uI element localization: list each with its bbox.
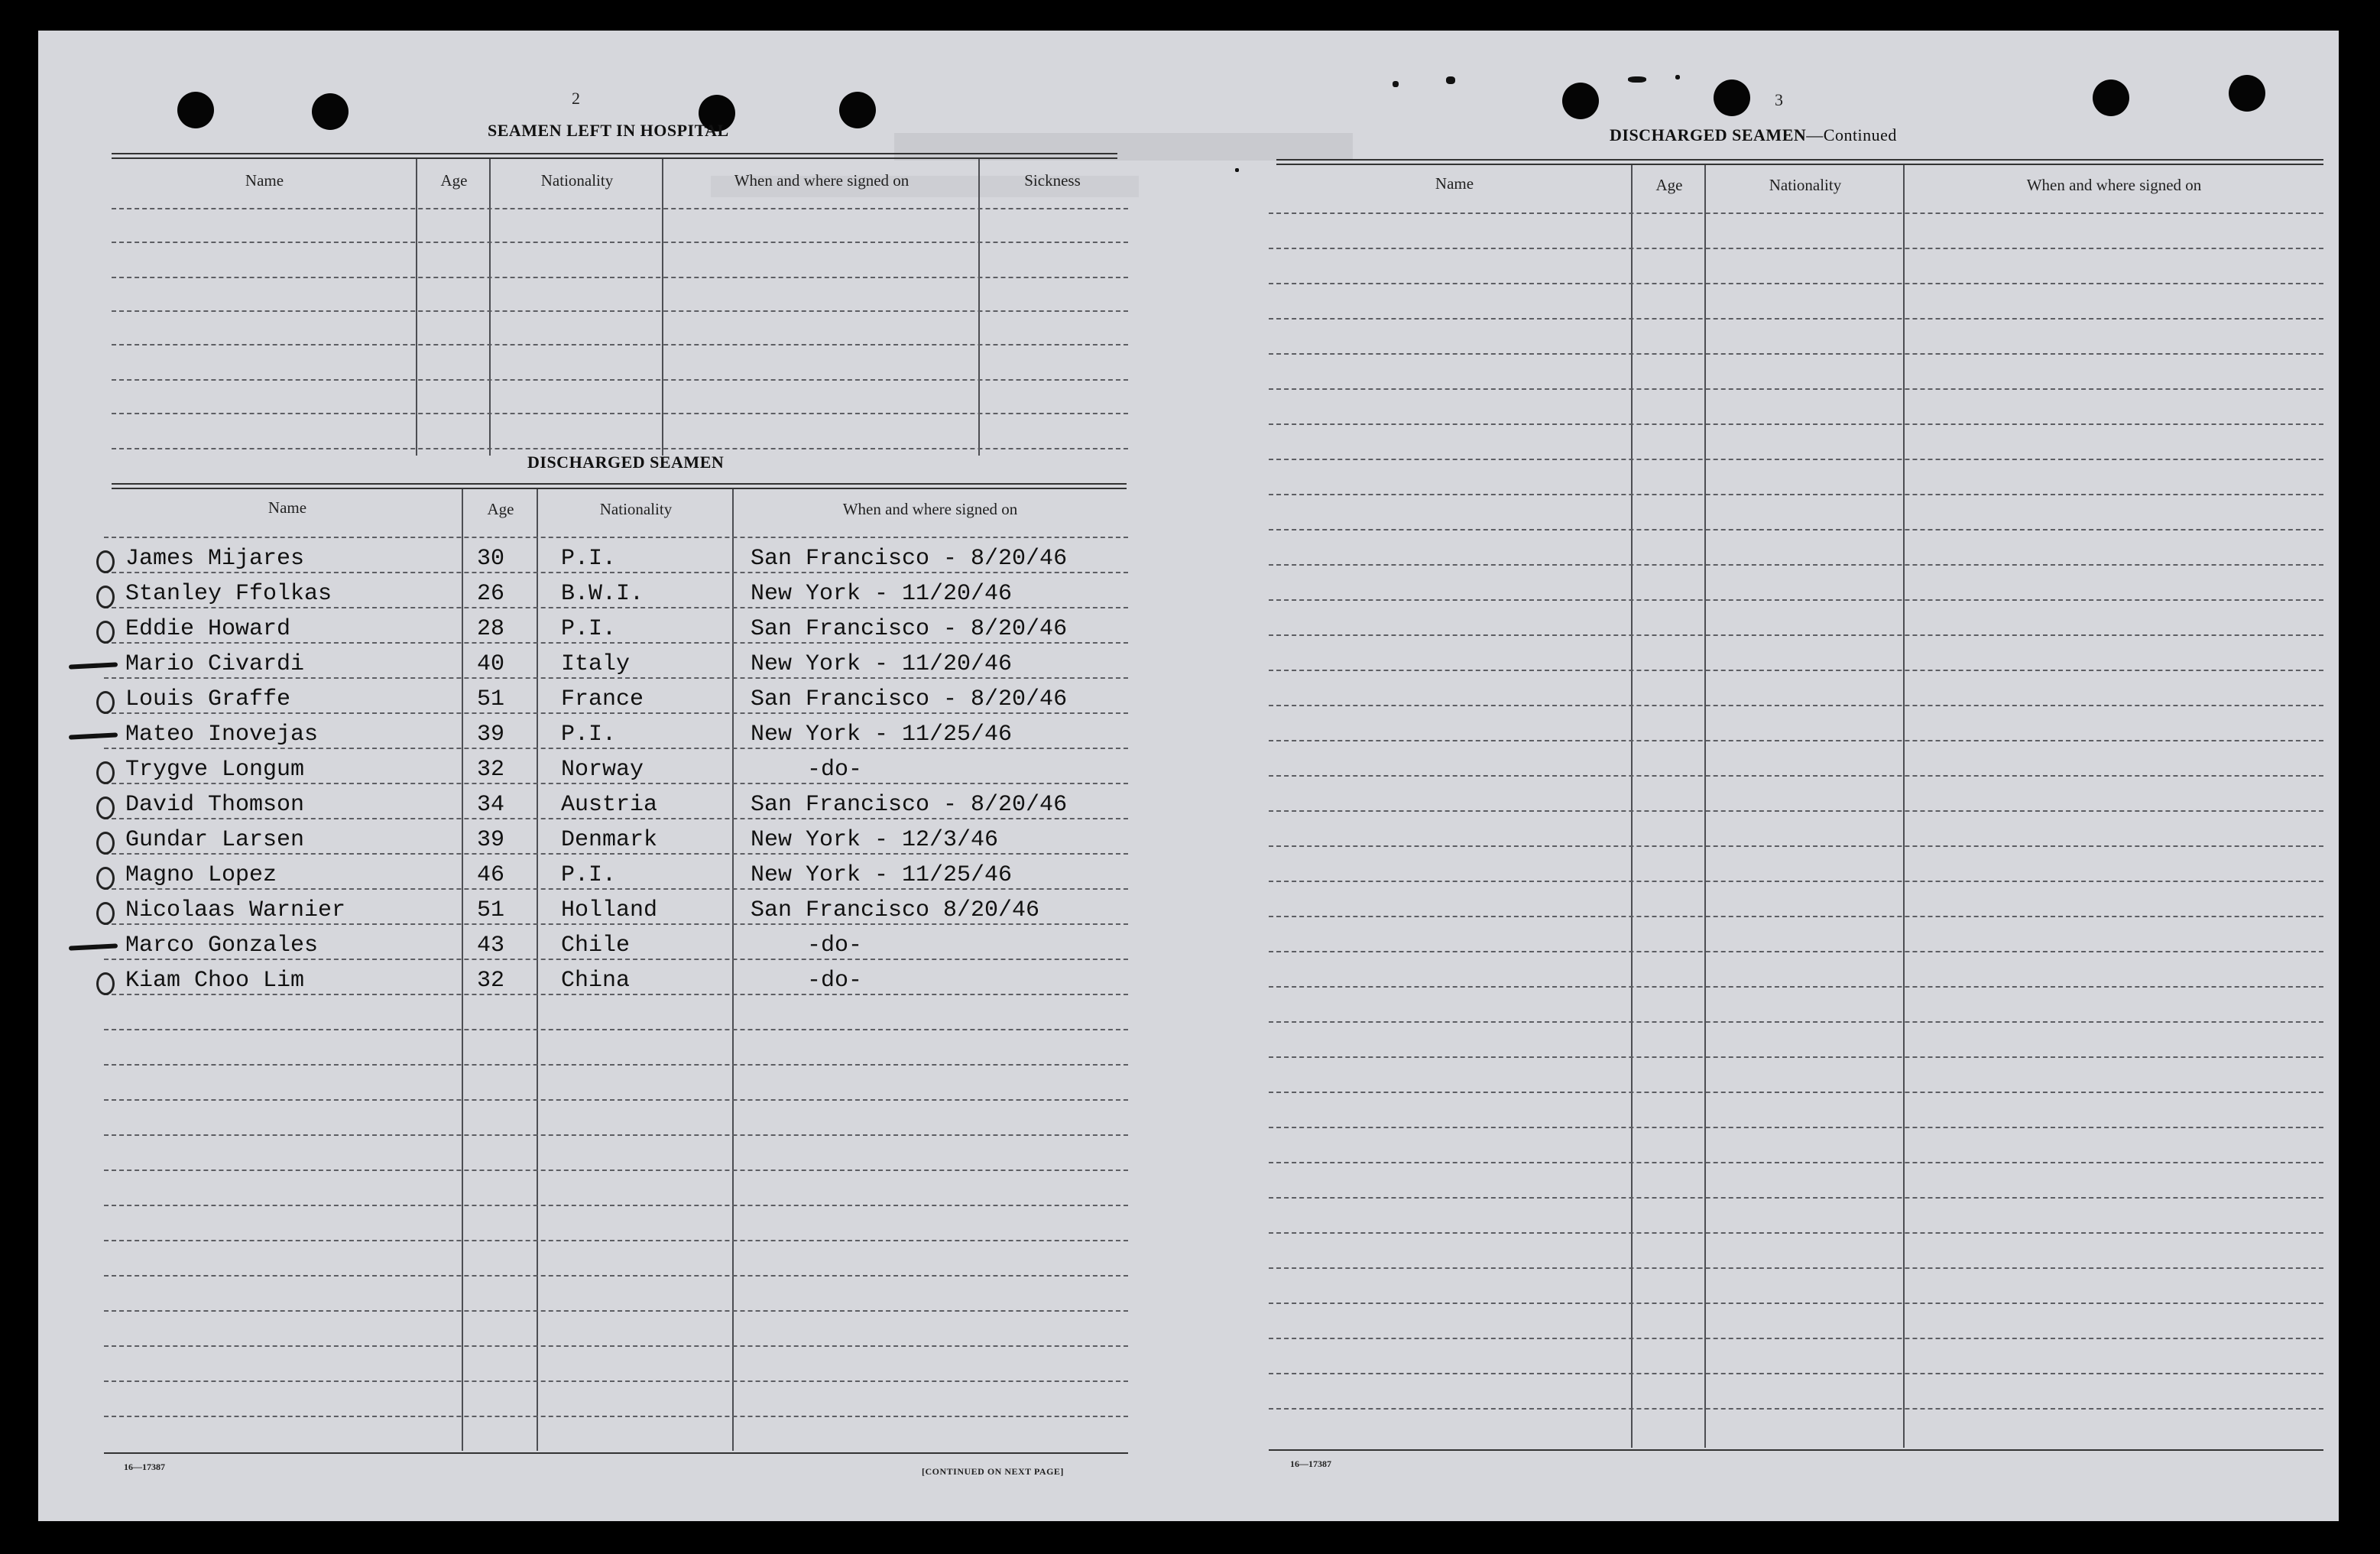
check-circle-mark xyxy=(96,691,115,714)
hospital-row-line xyxy=(112,344,1128,346)
ink-speck xyxy=(1393,81,1399,87)
discharged-top-rule xyxy=(112,483,1127,485)
seaman-signed-on: San Francisco - 8/20/46 xyxy=(751,792,1068,818)
seaman-name: David Thomson xyxy=(125,792,305,818)
discharged-row-line xyxy=(104,1275,1128,1277)
seaman-signed-on: -do- xyxy=(807,968,863,994)
right-row-line xyxy=(1269,1408,2323,1410)
discharged-row-line xyxy=(104,1240,1128,1241)
right-row-line xyxy=(1269,740,2323,741)
punch-hole-4 xyxy=(839,92,876,128)
seaman-age: 26 xyxy=(477,581,505,607)
right-row-line xyxy=(1269,1197,2323,1199)
check-circle-mark xyxy=(96,796,115,819)
right-row-line xyxy=(1269,388,2323,390)
right-bottom-rule xyxy=(1269,1449,2323,1451)
discharged-row-line xyxy=(104,1064,1128,1066)
right-row-line xyxy=(1269,881,2323,882)
ink-speck xyxy=(1235,168,1239,172)
seaman-nationality: Denmark xyxy=(561,827,658,853)
seaman-name: Trygve Longum xyxy=(125,757,305,783)
seaman-age: 32 xyxy=(477,968,505,994)
seaman-name: Mateo Inovejas xyxy=(125,722,319,748)
right-col-age: Age xyxy=(1655,176,1683,194)
seaman-age: 34 xyxy=(477,792,505,818)
right-row-line xyxy=(1269,564,2323,566)
seaman-name: Louis Graffe xyxy=(125,686,291,712)
check-circle-mark xyxy=(96,621,115,644)
right-row-line xyxy=(1269,1267,2323,1269)
discharged-row-line xyxy=(104,1345,1128,1347)
seaman-nationality: P.I. xyxy=(561,722,617,748)
discharged-row-line xyxy=(104,537,1128,538)
hospital-top-rule xyxy=(112,153,1117,154)
ink-speck xyxy=(1675,75,1680,79)
right-row-line xyxy=(1269,1303,2323,1304)
seaman-signed-on: -do- xyxy=(807,757,863,783)
seaman-age: 28 xyxy=(477,616,505,642)
hospital-top-rule-2 xyxy=(112,157,1117,159)
discharged-table-title: DISCHARGED SEAMEN xyxy=(527,453,725,472)
check-circle-mark xyxy=(96,867,115,890)
right-row-line xyxy=(1269,248,2323,249)
right-row-line xyxy=(1269,423,2323,425)
page-number-left: 2 xyxy=(572,89,580,108)
discharged-row-line xyxy=(104,818,1128,819)
discharged-row-line xyxy=(104,959,1128,960)
seaman-signed-on: -do- xyxy=(807,933,863,959)
seaman-signed-on: San Francisco - 8/20/46 xyxy=(751,616,1068,642)
seaman-age: 39 xyxy=(477,722,505,748)
right-row-line xyxy=(1269,1092,2323,1093)
discharged-row-line xyxy=(104,572,1128,573)
discharged-row-line xyxy=(104,1205,1128,1206)
right-row-line xyxy=(1269,916,2323,917)
hospital-row-line xyxy=(112,379,1128,381)
hospital-vline xyxy=(416,159,417,456)
right-row-line xyxy=(1269,1232,2323,1234)
seaman-name: Mario Civardi xyxy=(125,651,305,677)
seaman-age: 30 xyxy=(477,546,505,572)
discharged-row-line xyxy=(104,1170,1128,1171)
form-number-right: 16—17387 xyxy=(1290,1458,1331,1469)
right-row-line xyxy=(1269,1056,2323,1058)
seaman-age: 51 xyxy=(477,897,505,923)
strike-mark xyxy=(69,943,118,950)
seaman-name: James Mijares xyxy=(125,546,305,572)
seaman-name: Marco Gonzales xyxy=(125,933,319,959)
right-row-line xyxy=(1269,1162,2323,1163)
seaman-nationality: P.I. xyxy=(561,862,617,888)
seaman-nationality: Norway xyxy=(561,757,644,783)
seaman-signed-on: New York - 12/3/46 xyxy=(751,827,999,853)
right-row-line xyxy=(1269,705,2323,706)
seaman-age: 43 xyxy=(477,933,505,959)
discharged-row-line xyxy=(104,1099,1128,1101)
discharged-row-line xyxy=(104,607,1128,608)
check-circle-mark xyxy=(96,550,115,573)
seaman-name: Gundar Larsen xyxy=(125,827,305,853)
right-row-line xyxy=(1269,775,2323,777)
right-row-line xyxy=(1269,986,2323,988)
right-row-line xyxy=(1269,529,2323,530)
punch-hole-2 xyxy=(312,93,349,130)
seaman-nationality: Italy xyxy=(561,651,631,677)
seaman-nationality: China xyxy=(561,968,631,994)
seaman-age: 39 xyxy=(477,827,505,853)
ink-speck xyxy=(1446,76,1455,84)
strike-mark xyxy=(69,662,118,669)
strike-mark xyxy=(69,732,118,739)
check-circle-mark xyxy=(96,902,115,925)
seaman-age: 51 xyxy=(477,686,505,712)
bleed-through-shadow xyxy=(894,133,1353,161)
hospital-col-age: Age xyxy=(440,171,468,190)
right-row-line xyxy=(1269,599,2323,601)
right-row-line xyxy=(1269,1127,2323,1128)
check-circle-mark xyxy=(96,586,115,608)
right-col-name: Name xyxy=(1435,174,1474,193)
seaman-signed-on: New York - 11/25/46 xyxy=(751,862,1013,888)
hospital-col-name: Name xyxy=(245,171,284,190)
right-row-line xyxy=(1269,212,2323,214)
discharged-row-line xyxy=(104,642,1128,644)
right-row-line xyxy=(1269,845,2323,847)
seaman-signed-on: San Francisco - 8/20/46 xyxy=(751,686,1068,712)
ink-speck xyxy=(1628,76,1646,83)
hospital-col-sickness: Sickness xyxy=(1024,171,1081,190)
discharged-row-line xyxy=(104,1416,1128,1417)
check-circle-mark xyxy=(96,761,115,784)
hospital-col-nationality: Nationality xyxy=(540,171,614,190)
check-circle-mark xyxy=(96,832,115,855)
hospital-vline xyxy=(489,159,491,456)
seaman-name: Nicolaas Warnier xyxy=(125,897,346,923)
seaman-nationality: P.I. xyxy=(561,616,617,642)
right-table-title xyxy=(1610,125,1897,145)
form-number-left: 16—17387 xyxy=(124,1462,165,1472)
discharged-row-line xyxy=(104,994,1128,995)
discharged-row-line xyxy=(104,748,1128,749)
discharged-row-line xyxy=(104,1310,1128,1312)
hospital-vline xyxy=(662,159,663,456)
right-title-suffix: —Continued xyxy=(1806,125,1897,144)
seaman-age: 32 xyxy=(477,757,505,783)
seaman-nationality: France xyxy=(561,686,644,712)
right-top-rule-2 xyxy=(1276,164,2323,165)
right-col-nationality: Nationality xyxy=(1769,176,1842,194)
seaman-signed-on: New York - 11/25/46 xyxy=(751,722,1013,748)
discharged-row-line xyxy=(104,1134,1128,1136)
hospital-row-line xyxy=(112,208,1128,209)
seaman-signed-on: New York - 11/20/46 xyxy=(751,651,1013,677)
seaman-name: Kiam Choo Lim xyxy=(125,968,305,994)
right-row-line xyxy=(1269,459,2323,460)
hospital-table-title: SEAMEN LEFT IN HOSPITAL xyxy=(488,121,729,140)
discharged-row-line xyxy=(104,783,1128,784)
right-row-line xyxy=(1269,810,2323,812)
left-bottom-rule xyxy=(104,1452,1128,1454)
right-col-signed-on: When and where signed on xyxy=(2026,176,2202,194)
seaman-age: 40 xyxy=(477,651,505,677)
right-row-line xyxy=(1269,353,2323,355)
discharged-col-age: Age xyxy=(487,500,514,518)
punch-hole-8 xyxy=(2229,75,2265,112)
seaman-name: Stanley Ffolkas xyxy=(125,581,332,607)
seaman-nationality: B.W.I. xyxy=(561,581,644,607)
discharged-col-name: Name xyxy=(268,498,307,517)
right-row-line xyxy=(1269,283,2323,284)
hospital-vline xyxy=(978,159,980,456)
discharged-row-line xyxy=(104,677,1128,679)
right-top-rule xyxy=(1276,159,2323,161)
right-vline xyxy=(1631,165,1633,1448)
seaman-signed-on: San Francisco 8/20/46 xyxy=(751,897,1040,923)
seaman-nationality: Chile xyxy=(561,933,631,959)
seaman-nationality: Austria xyxy=(561,792,658,818)
discharged-vline xyxy=(537,489,538,1451)
discharged-row-line xyxy=(104,888,1128,890)
punch-hole-7 xyxy=(2093,79,2129,116)
punch-hole-6 xyxy=(1714,79,1750,116)
discharged-row-line xyxy=(104,1380,1128,1382)
right-vline xyxy=(1704,165,1706,1448)
seaman-nationality: P.I. xyxy=(561,546,617,572)
seaman-signed-on: San Francisco - 8/20/46 xyxy=(751,546,1068,572)
right-row-line xyxy=(1269,670,2323,671)
hospital-col-signed-on: When and where signed on xyxy=(734,171,910,190)
page-number-right: 3 xyxy=(1775,90,1783,109)
discharged-vline xyxy=(462,489,463,1451)
right-row-line xyxy=(1269,951,2323,952)
hospital-row-line xyxy=(112,310,1128,312)
discharged-row-line xyxy=(104,712,1128,714)
discharged-col-nationality: Nationality xyxy=(599,500,673,518)
seaman-name: Magno Lopez xyxy=(125,862,277,888)
right-vline xyxy=(1903,165,1905,1448)
seaman-nationality: Holland xyxy=(561,897,658,923)
hospital-row-line xyxy=(112,277,1128,278)
right-title-main: DISCHARGED SEAMEN xyxy=(1610,125,1807,144)
hospital-row-line xyxy=(112,413,1128,414)
discharged-row-line xyxy=(104,923,1128,925)
discharged-top-rule-2 xyxy=(112,488,1127,489)
hospital-row-line xyxy=(112,242,1128,243)
discharged-row-line xyxy=(104,853,1128,855)
punch-hole-5 xyxy=(1562,83,1599,119)
punch-hole-1 xyxy=(177,92,214,128)
check-circle-mark xyxy=(96,972,115,995)
seaman-age: 46 xyxy=(477,862,505,888)
seaman-signed-on: New York - 11/20/46 xyxy=(751,581,1013,607)
document-spread xyxy=(38,31,2339,1521)
continued-note: [CONTINUED ON NEXT PAGE] xyxy=(922,1466,1064,1477)
right-row-line xyxy=(1269,1338,2323,1339)
right-row-line xyxy=(1269,318,2323,320)
right-row-line xyxy=(1269,1373,2323,1374)
right-row-line xyxy=(1269,634,2323,636)
right-row-line xyxy=(1269,1021,2323,1023)
discharged-vline xyxy=(732,489,734,1451)
discharged-col-signed-on: When and where signed on xyxy=(842,500,1018,518)
discharged-row-line xyxy=(104,1029,1128,1030)
right-row-line xyxy=(1269,494,2323,495)
seaman-name: Eddie Howard xyxy=(125,616,291,642)
hospital-row-line xyxy=(112,448,1128,449)
